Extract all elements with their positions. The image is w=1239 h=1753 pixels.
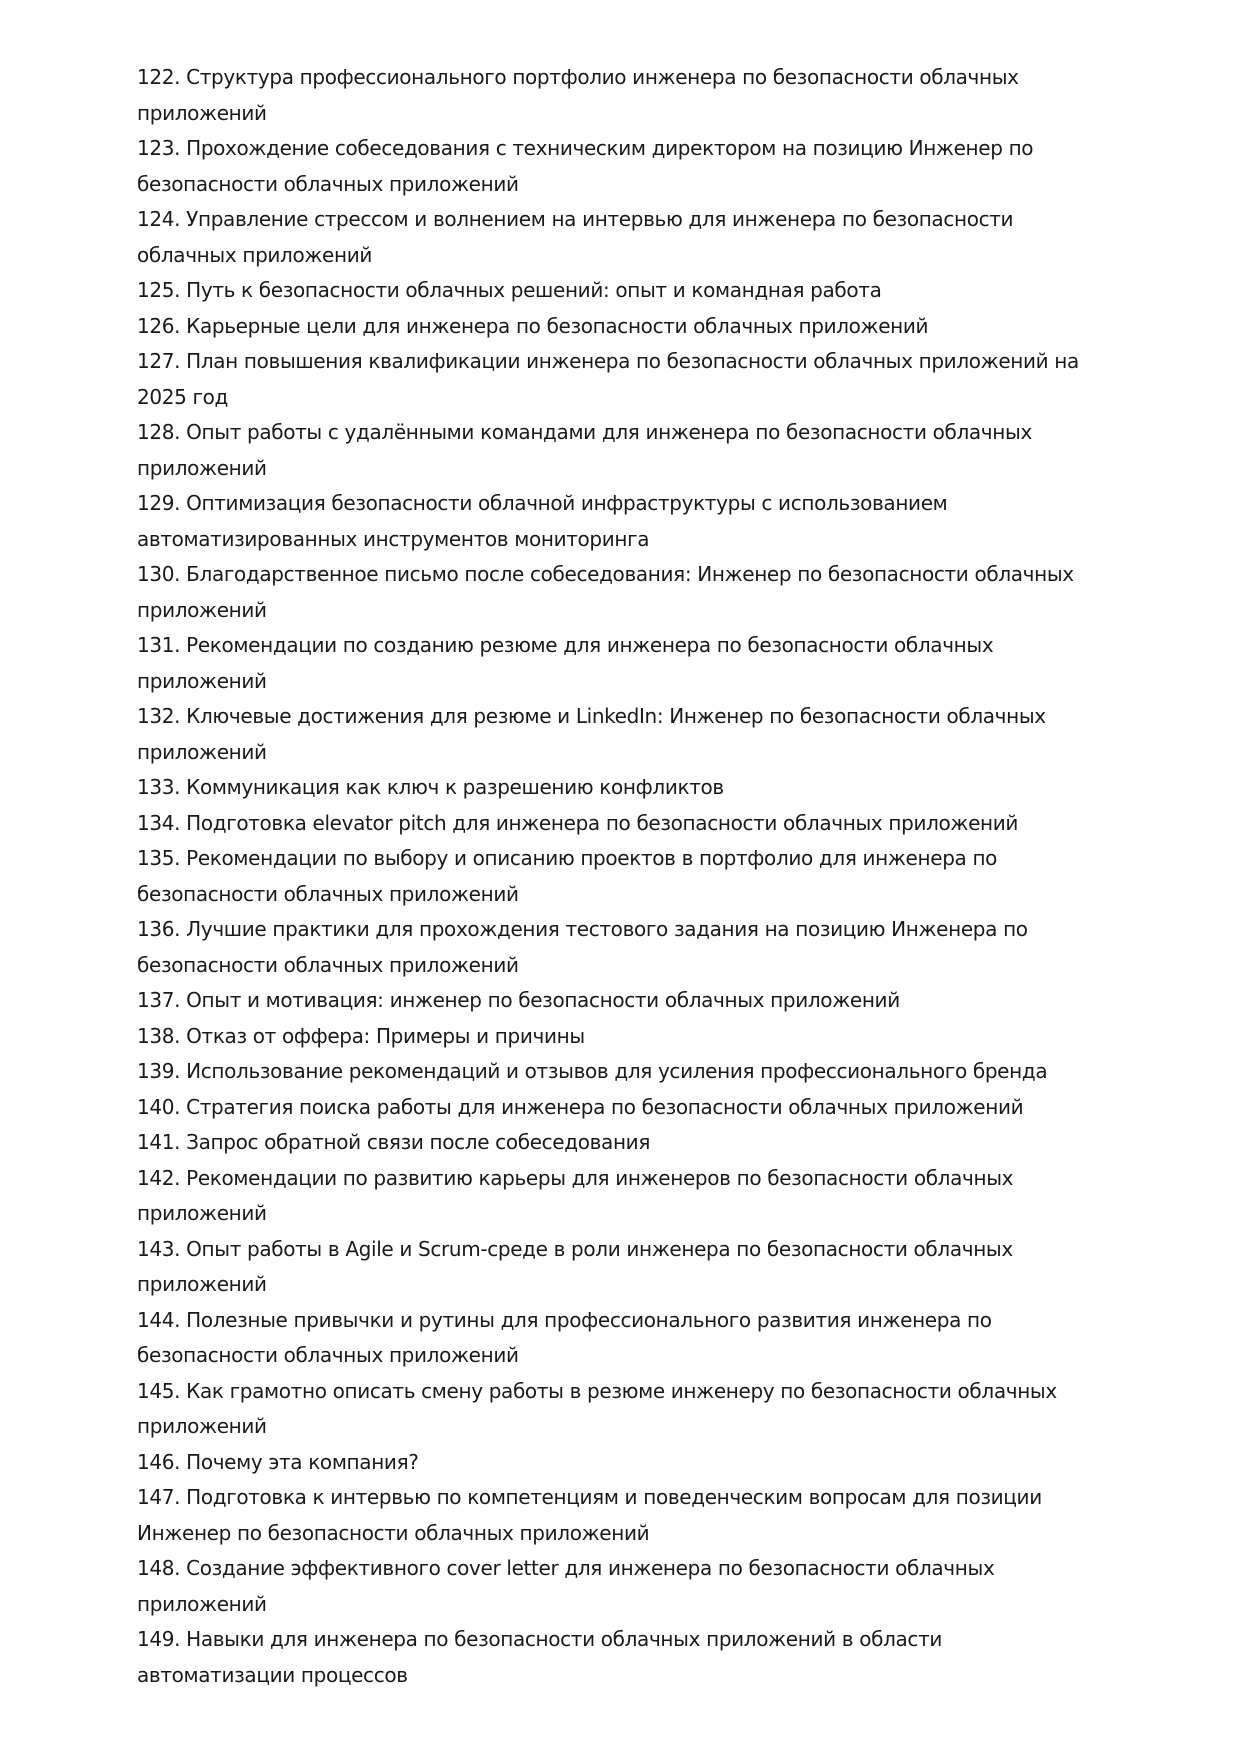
list-item: 147. Подготовка к интервью по компетенциям и поведенческим вопросам для позиции Инженер по безопасности облачных приложений	[137, 1485, 1042, 1545]
list-item: 139. Использование рекомендаций и отзывов для усиления профессионального бренда	[137, 1059, 1048, 1083]
list-item: 123. Прохождение собеседования с техническим директором на позицию Инженер по безопасности облачных приложений	[137, 136, 1034, 196]
list-item: 127. План повышения квалификации инженера по безопасности облачных приложений на 2025 год	[137, 349, 1079, 409]
list-item: 133. Коммуникация как ключ к разрешению конфликтов	[137, 775, 724, 799]
list-item: 143. Опыт работы в Agile и Scrum-среде в роли инженера по безопасности облачных приложений	[137, 1236, 1013, 1296]
list-item: 140. Стратегия поиска работы для инженера по безопасности облачных приложений	[137, 1094, 1024, 1119]
list-item: 132. Ключевые достижения для резюме и LinkedIn: Инженер по безопасности облачных приложений	[137, 704, 1046, 764]
list-item: 136. Лучшие практики для прохождения тестового задания на позицию Инженера по безопасности облачных приложений	[137, 917, 1028, 977]
list-item: 138. Отказ от оффера: Примеры и причины	[137, 1023, 585, 1048]
list-item: 149. Навыки для инженера по безопасности облачных приложений в области автоматизации процессов	[137, 1627, 943, 1687]
list-item: 146. Почему эта компания?	[137, 1449, 419, 1474]
list-item: 141. Запрос обратной связи после собеседования	[137, 1130, 651, 1154]
list-item: 142. Рекомендации по развитию карьеры для инженеров по безопасности облачных приложений	[137, 1165, 1014, 1225]
list-item: 134. Подготовка elevator pitch для инженера по безопасности облачных приложений	[137, 810, 1019, 835]
list-item: 135. Рекомендации по выбору и описанию проектов в портфолио для инженера по безопасности облачных приложений	[137, 846, 998, 906]
list-item: 129. Оптимизация безопасности облачной инфраструктуры с использованием автоматизированных инструментов мониторинга	[137, 491, 948, 551]
list-item: 124. Управление стрессом и волнением на интервью для инженера по безопасности облачных приложений	[137, 207, 1014, 267]
list-item: 148. Создание эффективного cover letter для инженера по безопасности облачных приложений	[137, 1556, 995, 1616]
list-item: 137. Опыт и мотивация: инженер по безопасности облачных приложений	[137, 988, 900, 1012]
list-item: 125. Путь к безопасности облачных решений: опыт и командная работа	[137, 278, 882, 302]
list-item: 130. Благодарственное письмо после собеседования: Инженер по безопасности облачных приложений	[137, 562, 1074, 622]
list-item: 131. Рекомендации по созданию резюме для инженера по безопасности облачных приложений	[137, 633, 994, 693]
list-item: 126. Карьерные цели для инженера по безопасности облачных приложений	[137, 313, 929, 338]
list-item: 122. Структура профессионального портфолио инженера по безопасности облачных приложений	[137, 65, 1019, 125]
list-item: 145. Как грамотно описать смену работы в резюме инженеру по безопасности облачных приложений	[137, 1378, 1057, 1438]
list-item: 128. Опыт работы с удалёнными командами для инженера по безопасности облачных приложений	[137, 420, 1032, 480]
article-list	[137, 60, 1102, 1693]
list-item: 144. Полезные привычки и рутины для профессионального развития инженера по безопасности облачных приложений	[137, 1307, 992, 1367]
